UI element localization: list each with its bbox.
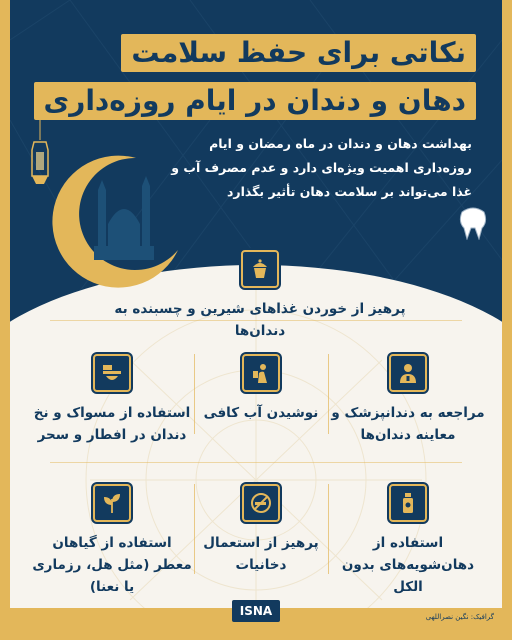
divider bbox=[194, 484, 195, 574]
herb-leaves-icon bbox=[93, 484, 131, 522]
title-line-1: نکاتی برای حفظ سلامت bbox=[121, 34, 476, 72]
tip-dentist bbox=[328, 354, 488, 446]
tip-brush-label: استفاده از مسواک و نخ دندان در افطار و سحر bbox=[33, 405, 191, 443]
tip-mouthwash-label: استفاده از دهان‌شویه‌های بدون الکل bbox=[341, 535, 475, 595]
cupcake-icon bbox=[241, 250, 279, 288]
mouthwash-bottle-icon bbox=[389, 484, 427, 522]
divider bbox=[50, 320, 462, 321]
title-line-2: دهان و دندان در ایام روزه‌داری bbox=[34, 82, 476, 120]
tip-herbs-label: استفاده از گیاهان معطر (مثل هل، رزماری یا نعنا) bbox=[32, 535, 192, 595]
isna-logo: ISNA bbox=[232, 600, 280, 622]
divider bbox=[328, 354, 329, 434]
intro-text: بهداشت دهان و دندان در ماه رمضان و ایام روزه‌داری اهمیت ویژه‌ای دارد و عدم مصرف آب و غذا می‌تواند بر سلامت دهان تأثیر بگذارد bbox=[171, 136, 472, 199]
drinking-water-icon bbox=[242, 354, 280, 392]
tip-dentist-label: مراجعه به دندانپزشک و معاینه دندان‌ها bbox=[331, 405, 485, 443]
infographic-frame bbox=[10, 0, 502, 608]
tooth-icon bbox=[458, 206, 488, 240]
tip-smoking bbox=[196, 484, 326, 576]
tip-sweets bbox=[110, 250, 410, 342]
tip-herbs bbox=[32, 484, 192, 598]
tip-brush bbox=[32, 354, 192, 446]
tip-smoking-label: پرهیز از استعمال دخانیات bbox=[203, 535, 319, 573]
graphic-credit: گرافیک: نگین نصراللهی bbox=[425, 613, 494, 621]
tip-sweets-label: پرهیز از خوردن غذاهای شیرین و چسبنده به دندان‌ها bbox=[114, 301, 406, 339]
divider bbox=[328, 484, 329, 574]
no-smoking-icon bbox=[242, 484, 280, 522]
tip-mouthwash bbox=[328, 484, 488, 598]
dentist-icon bbox=[389, 354, 427, 392]
tip-water bbox=[196, 354, 326, 424]
divider bbox=[50, 462, 462, 463]
toothbrush-icon bbox=[93, 354, 131, 392]
divider bbox=[194, 354, 195, 434]
tip-water-label: نوشیدن آب کافی bbox=[203, 405, 319, 421]
